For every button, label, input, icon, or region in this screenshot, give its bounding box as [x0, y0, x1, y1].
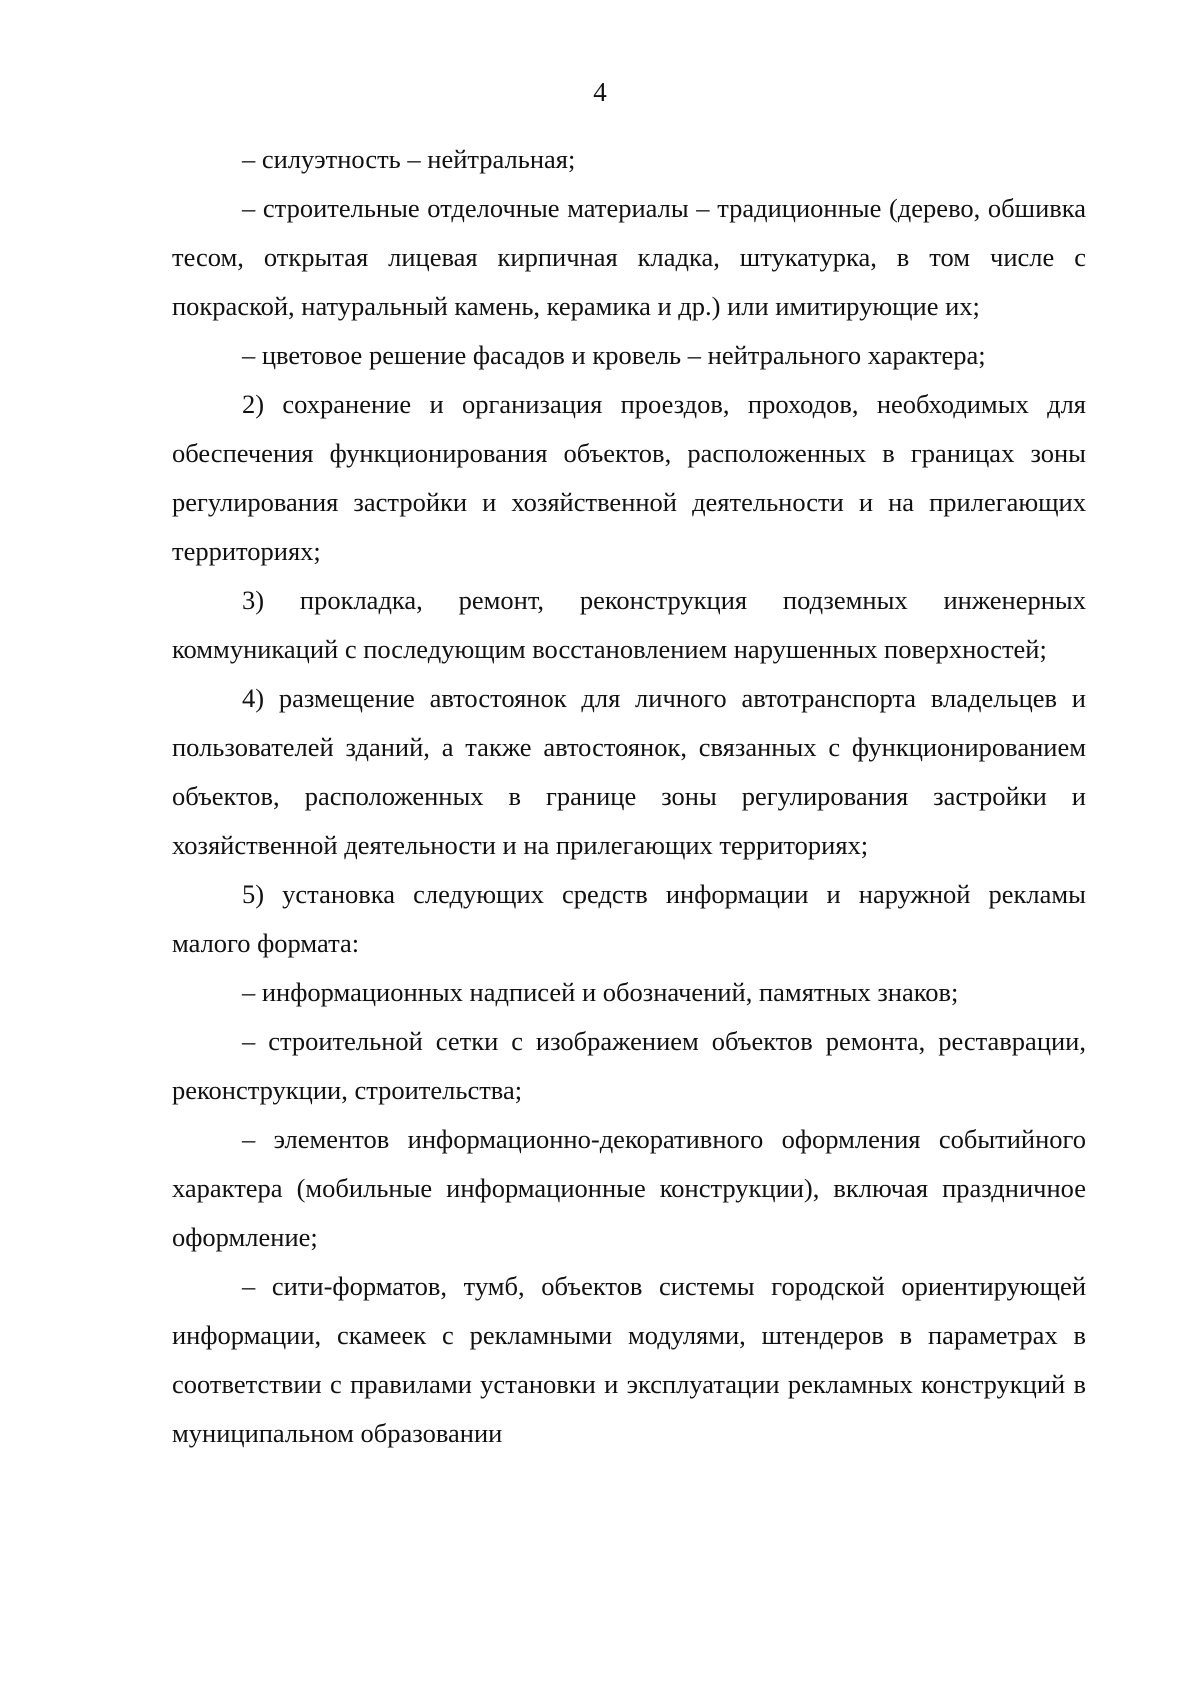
paragraph-silhouette: – силуэтность – нейтральная; — [242, 144, 576, 174]
paragraph-item-5: 5) установка следующих средств информации и наружной рекламы малого формата: — [172, 879, 1086, 958]
paragraph-finishing-materials: – строительные отделочные материалы – традиционные (дерево, обшивка тесом, открытая лицевая кирпичная кладка, штукатурка, в том числе с покраской, натуральный камень, керамика и др.) или имитирующие их; — [172, 193, 1086, 321]
paragraph-decorative-elements: – элементов информационно-декоративного оформления событийного характера (мобильные информационные конструкции), включая праздничное оформление; — [172, 1124, 1086, 1252]
paragraph-item-2: 2) сохранение и организация проездов, проходов, необходимых для обеспечения функционирования объектов, расположенных в границах зоны регулирования застройки и хозяйственной деятельности и на прилегающих территориях; — [172, 389, 1086, 566]
page-number: 4 — [593, 77, 607, 107]
paragraph-item-4: 4) размещение автостоянок для личного автотранспорта владельцев и пользователей зданий, а также автостоянок, связанных с функционированием объектов, расположенных в границе зоны регулирования застройки и хозяйственной деятельности и на прилегающих территориях; — [172, 683, 1086, 860]
body-text — [172, 135, 1086, 1458]
paragraph-construction-net: – строительной сетки с изображением объектов ремонта, реставрации, реконструкции, строительства; — [172, 1026, 1086, 1105]
paragraph-item-3: 3) прокладка, ремонт, реконструкция подземных инженерных коммуникаций с последующим восстановлением нарушенных поверхностей; — [172, 585, 1086, 664]
paragraph-city-formats: – сити-форматов, тумб, объектов системы городской ориентирующей информации, скамеек с рекламными модулями, штендеров в параметрах в соответствии с правилами установки и эксплуатации рекламных конструкций в муниципальном образовании — [172, 1271, 1086, 1448]
paragraph-color-solution: – цветовое решение фасадов и кровель – нейтрального характера; — [242, 340, 986, 370]
paragraph-info-signs: – информационных надписей и обозначений, памятных знаков; — [242, 977, 959, 1007]
